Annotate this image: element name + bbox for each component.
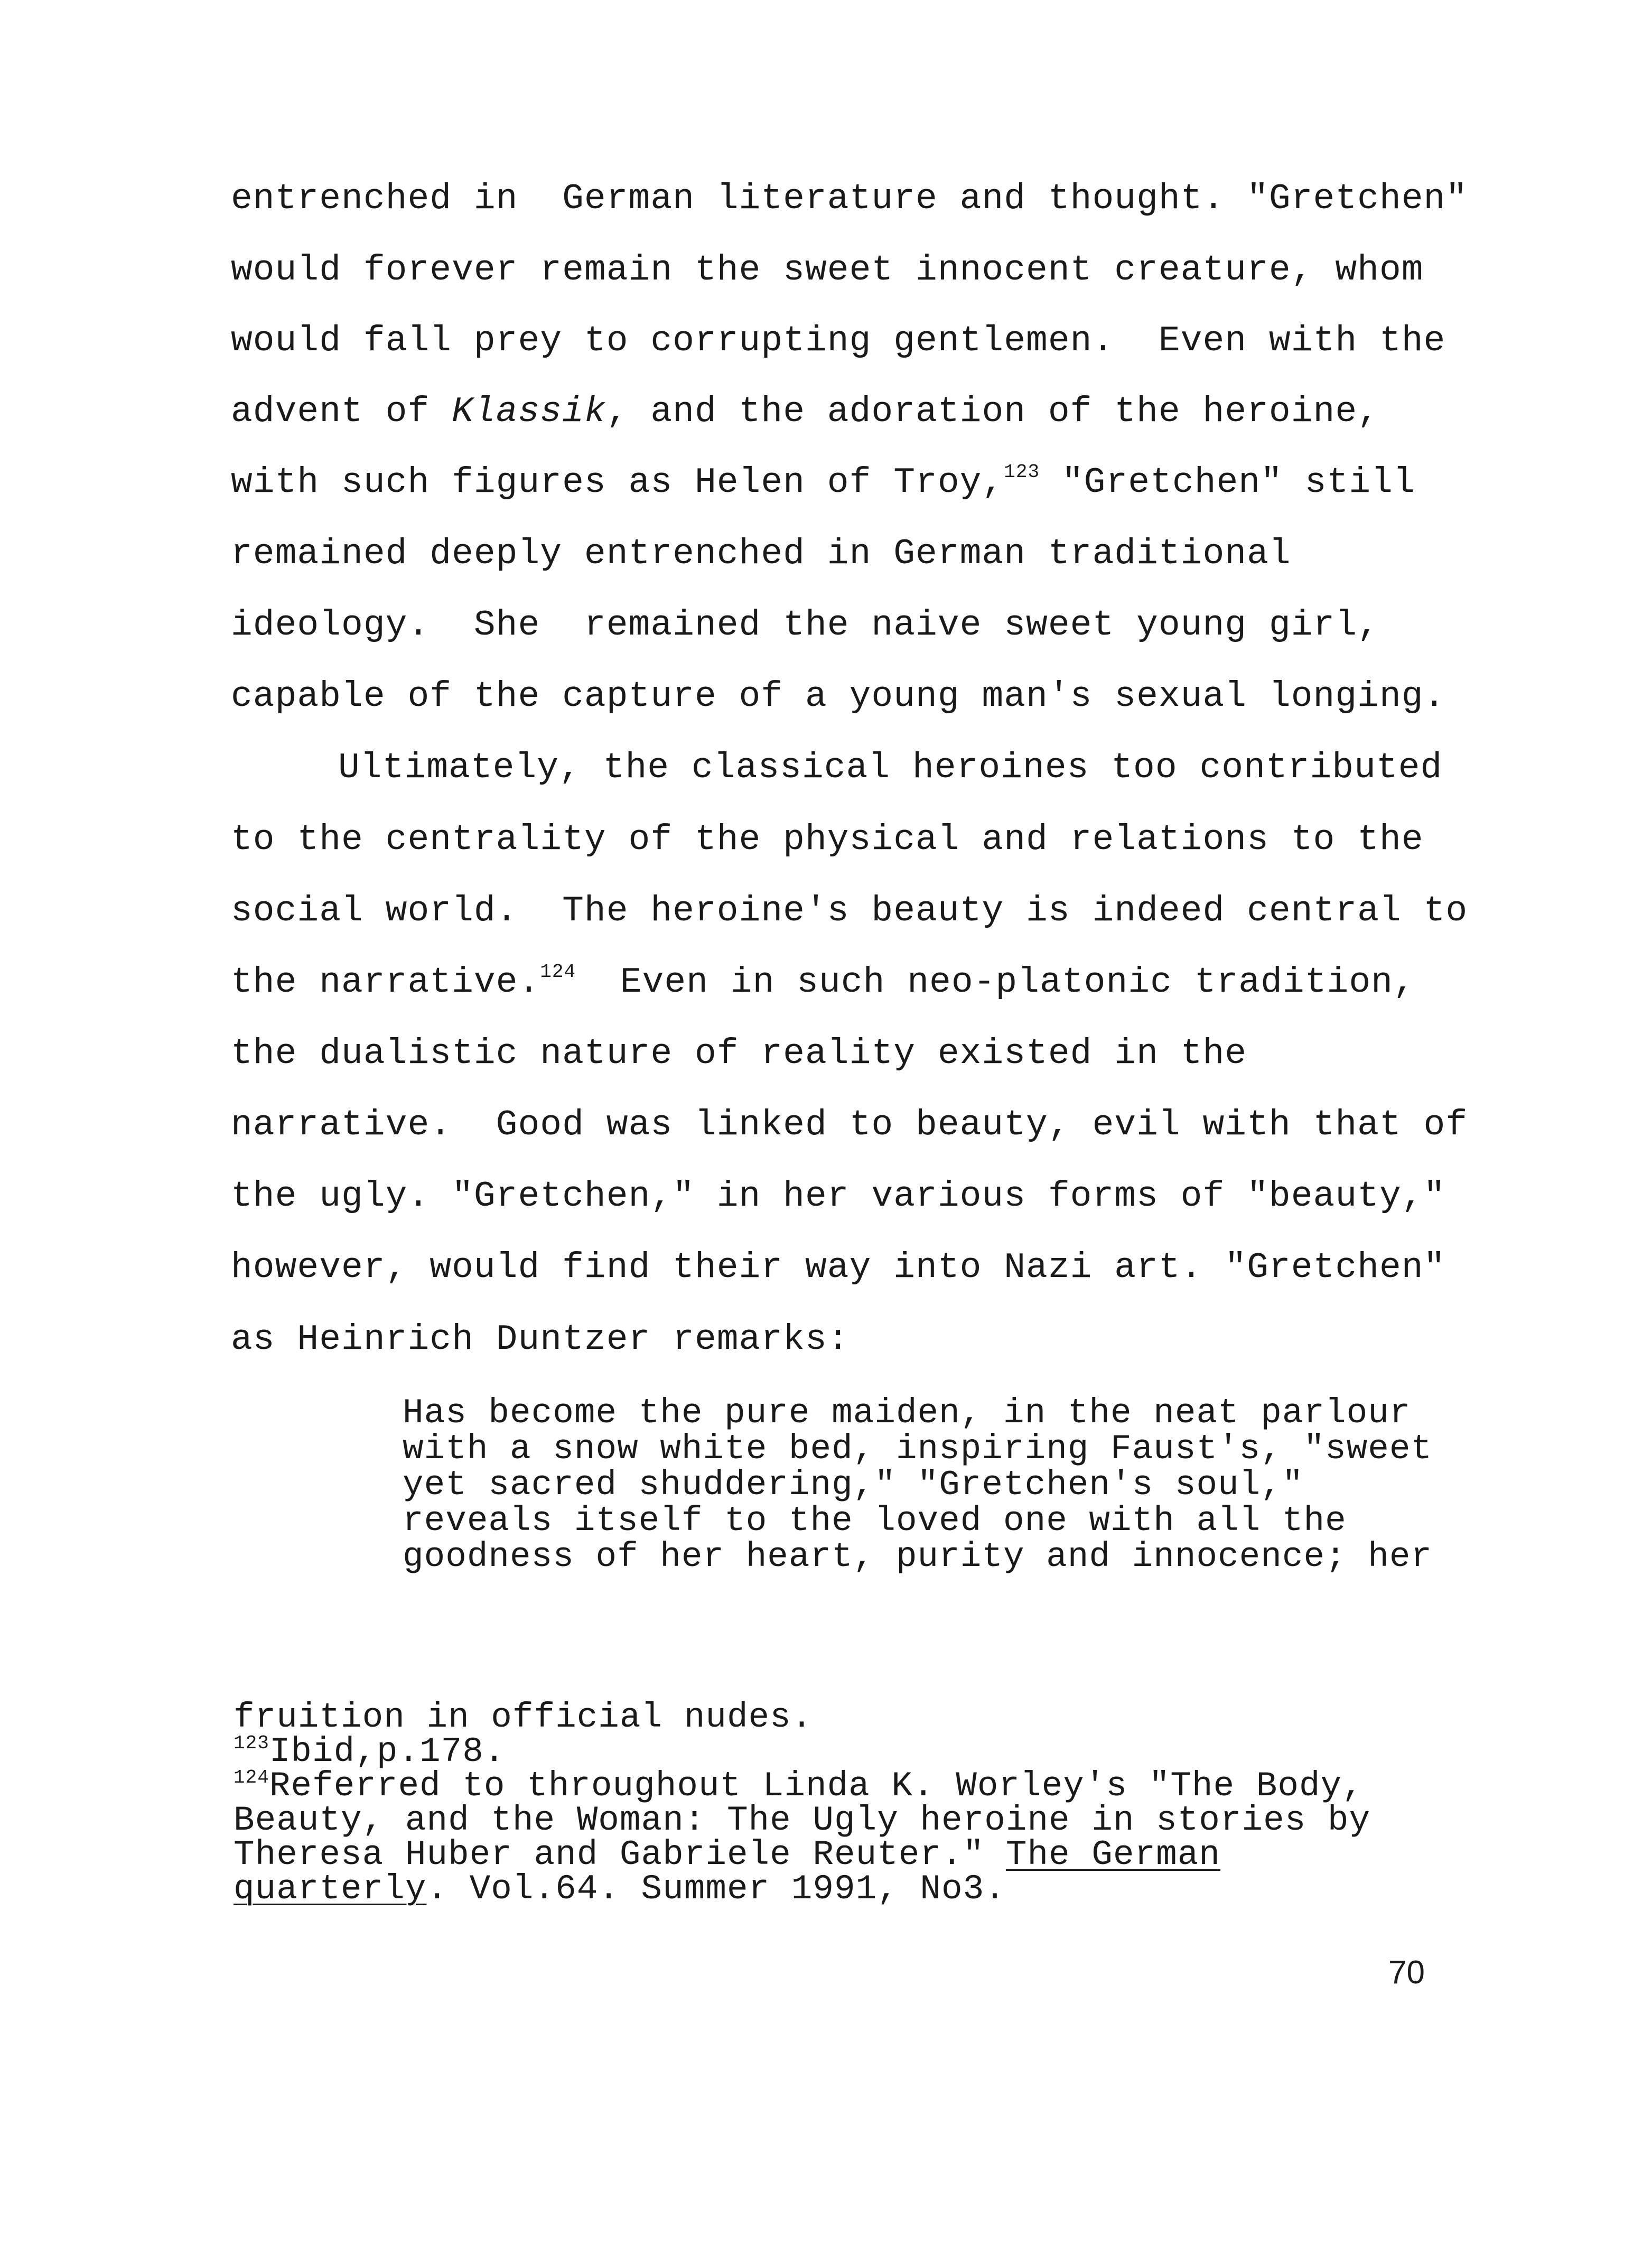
body-line: narrative. Good was linked to beauty, evil with that of xyxy=(231,1105,1468,1145)
body-line: advent of Klassik, and the adoration of the heroine, xyxy=(231,391,1379,432)
body-line: remained deeply entrenched in German traditional xyxy=(231,534,1291,574)
body-line: to the centrality of the physical and relations to the xyxy=(231,819,1424,860)
body-line: entrenched in German literature and thought. "Gretchen" xyxy=(231,179,1468,219)
page-number: 70 xyxy=(1388,1954,1425,1991)
quote-line: with a snow white bed, inspiring Faust's, "sweet xyxy=(403,1429,1433,1469)
body-line: ideology. She remained the naive sweet young girl, xyxy=(231,605,1379,646)
body-line: would forever remain the sweet innocent creature, whom xyxy=(231,250,1424,291)
quote-line: yet sacred shuddering," "Gretchen's soul," xyxy=(403,1465,1304,1505)
footnote-123: $^{123}$Ibid,p.178. xyxy=(234,1732,506,1772)
footnote-124-line: quarterly. Vol.64. Summer 1991, No3. xyxy=(234,1869,1006,1909)
italic-term: Klassik xyxy=(452,391,606,432)
body-line: capable of the capture of a young man's sexual longing. xyxy=(231,676,1446,717)
quote-line: goodness of her heart, purity and innocence; her xyxy=(403,1537,1433,1577)
body-line: Ultimately, the classical heroines too contributed xyxy=(338,748,1443,788)
body-line: social world. The heroine's beauty is indeed central to xyxy=(231,891,1468,931)
body-line: as Heinrich Duntzer remarks: xyxy=(231,1319,850,1360)
body-line: the ugly. "Gretchen," in her various forms of "beauty," xyxy=(231,1176,1446,1217)
body-line: the dualistic nature of reality existed in the xyxy=(231,1033,1247,1074)
body-line: would fall prey to corrupting gentlemen. Even with the xyxy=(231,321,1446,361)
journal-title: quarterly xyxy=(234,1869,427,1909)
body-line: with such figures as Helen of Troy,$^{123}$ "Gretchen" still xyxy=(231,461,1415,503)
quote-line: reveals itself to the loved one with all the xyxy=(403,1501,1347,1541)
footnote-continuation: fruition in official nudes. xyxy=(234,1698,813,1737)
body-line: the narrative.$^{124}$ Even in such neo-platonic tradition, xyxy=(231,961,1415,1003)
journal-title: The German xyxy=(1005,1835,1220,1875)
footnote-124-line: Beauty, and the Woman: The Ugly heroine in stories by xyxy=(234,1801,1371,1840)
footnote-ref-123: 123 xyxy=(1004,461,1040,483)
quote-line: Has become the pure maiden, in the neat parlour xyxy=(403,1393,1411,1433)
body-line: however, would find their way into Nazi art. "Gretchen" xyxy=(231,1247,1446,1288)
footnote-124: $^{124}$Referred to throughout Linda K. Worley's "The Body, xyxy=(234,1766,1364,1806)
footnote-124-line: Theresa Huber and Gabriele Reuter." The German xyxy=(234,1835,1220,1875)
footnote-ref-124: 124 xyxy=(540,961,576,983)
